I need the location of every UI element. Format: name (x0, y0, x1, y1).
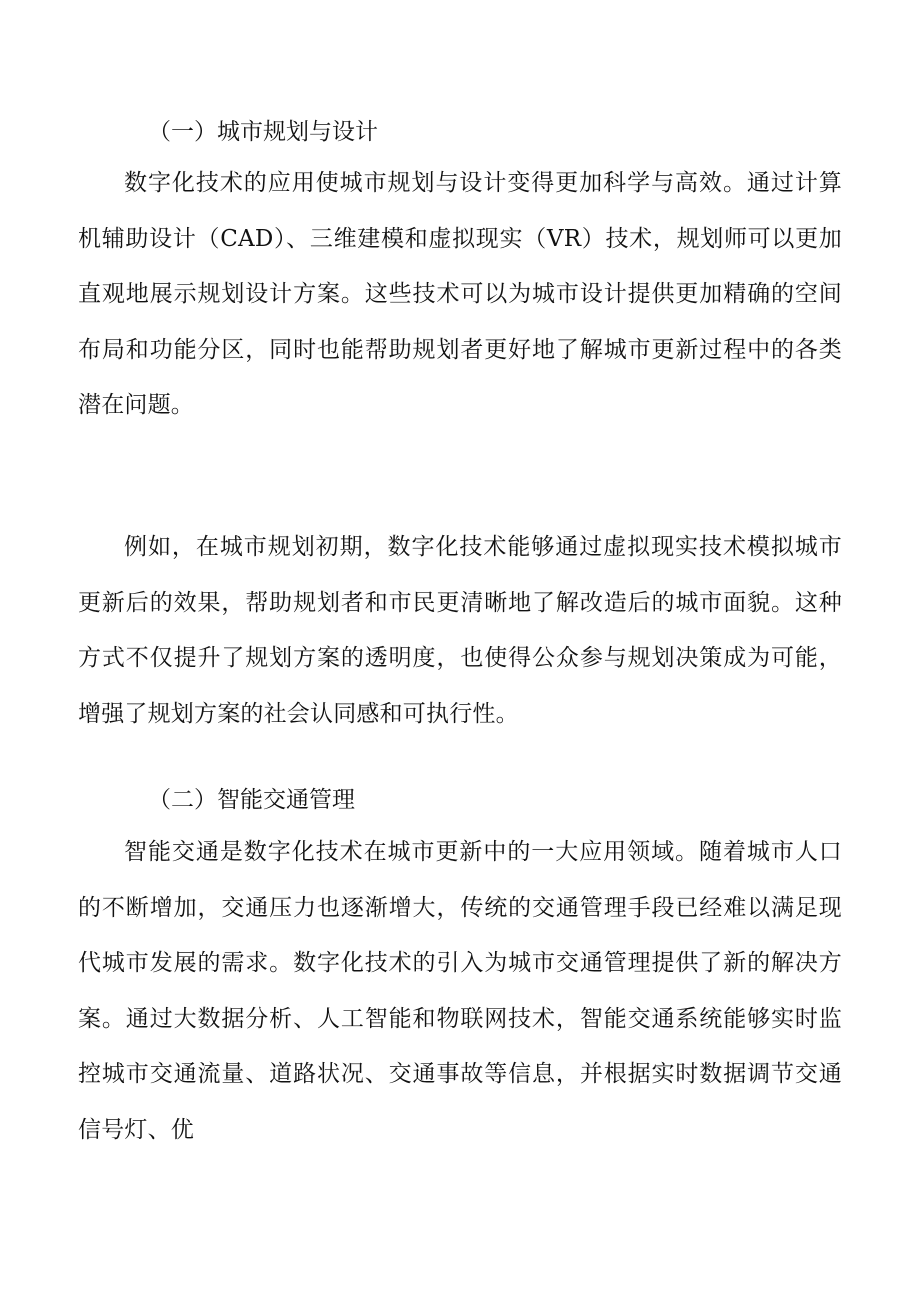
paragraph-digital-planning: 数字化技术的应用使城市规划与设计变得更加科学与高效。通过计算机辅助设计（CAD）、三维建模和虚拟现实（VR）技术，规划师可以更加直观地展示规划设计方案。这些技术可以为城市设计提供更加精确的空间布局和功能分区，同时也能帮助规划者更好地了解城市更新过程中的各类潜在问题。 (78, 170, 842, 419)
paragraph-vr-example: 例如，在城市规划初期，数字化技术能够通过虚拟现实技术模拟城市更新后的效果，帮助规划者和市民更清晰地了解改造后的城市面貌。这种方式不仅提升了规划方案的透明度，也使得公众参与规划决策成为可能，增强了规划方案的社会认同感和可执行性。 (78, 534, 842, 727)
section-heading-urban-planning: （一）城市规划与设计 (148, 119, 378, 145)
paragraph-smart-traffic: 智能交通是数字化技术在城市更新中的一大应用领域。随着城市人口的不断增加，交通压力也逐渐增大，传统的交通管理手段已经难以满足现代城市发展的需求。数字化技术的引入为城市交通管理提供了新的解决方案。通过大数据分析、人工智能和物联网技术，智能交通系统能够实时监控城市交通流量、道路状况、交通事故等信息，并根据实时数据调节交通信号灯、优 (78, 839, 842, 1143)
section-heading-smart-traffic: （二）智能交通管理 (148, 787, 355, 813)
